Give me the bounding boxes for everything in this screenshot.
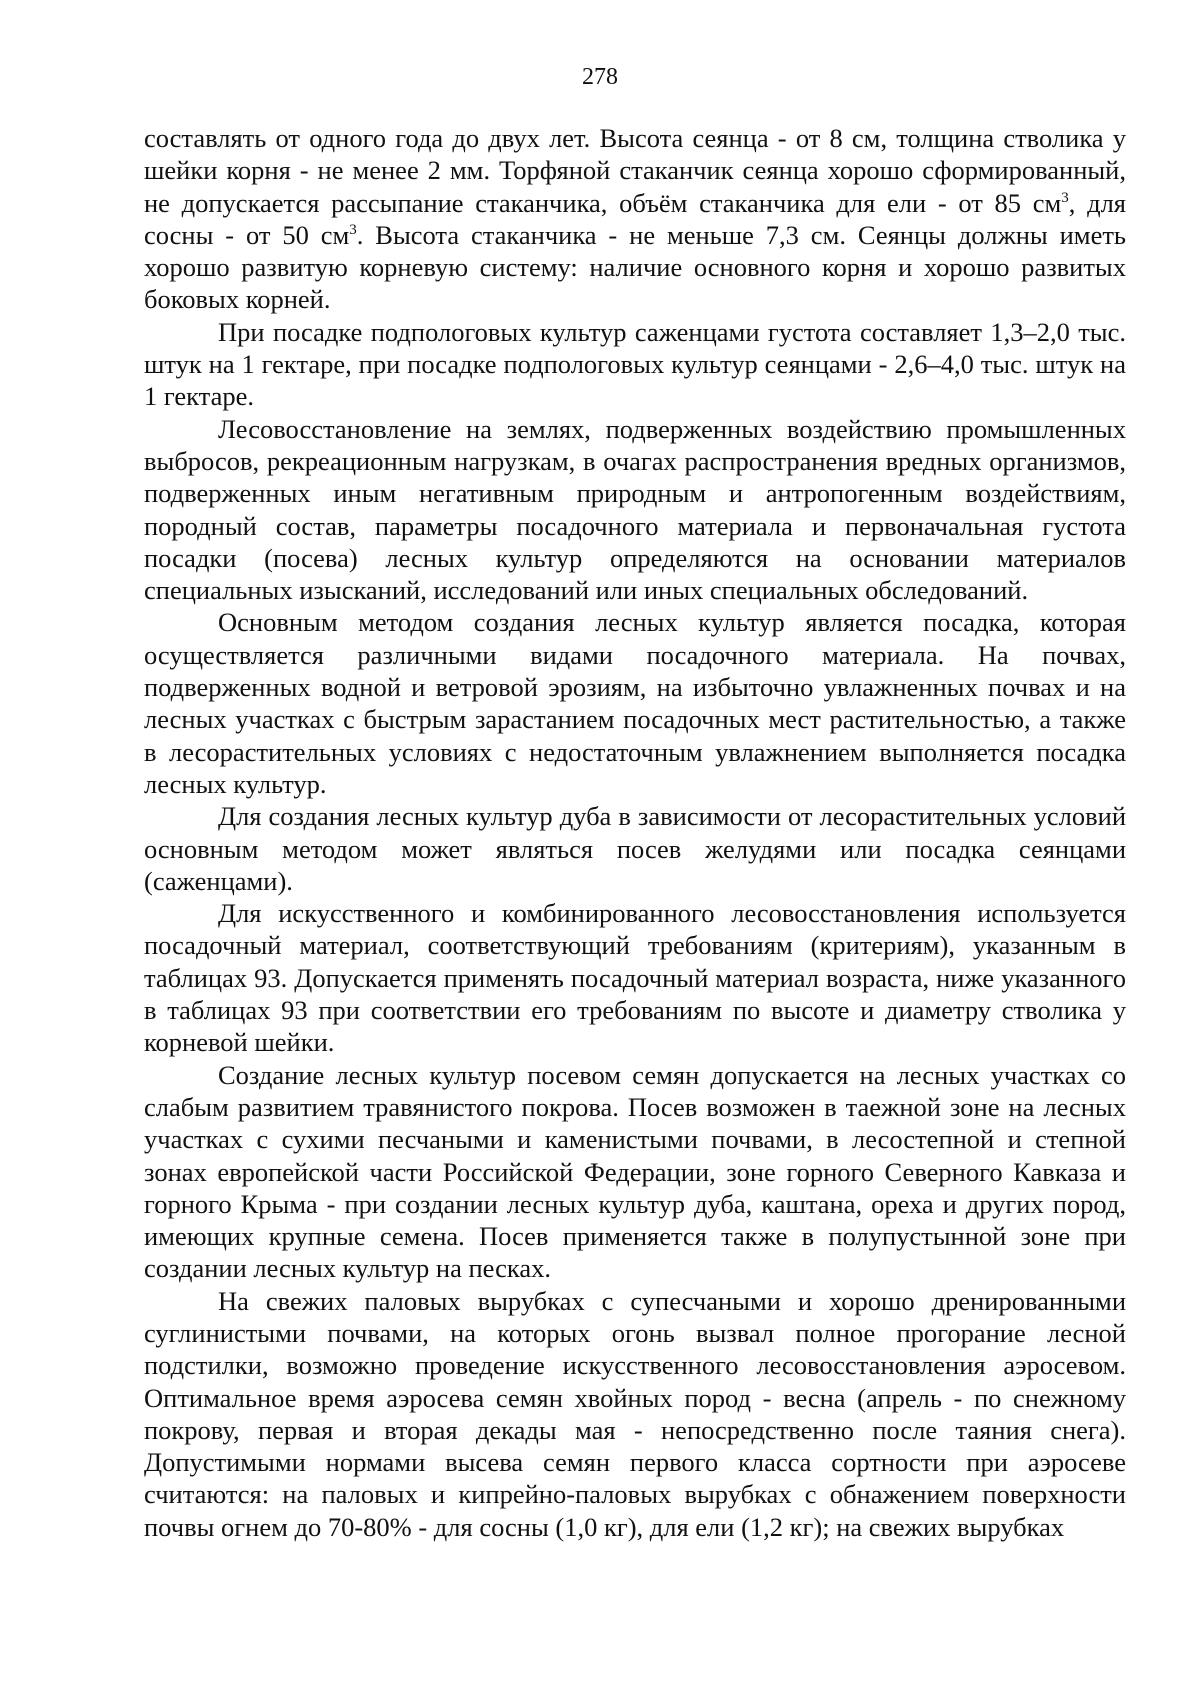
text-run: . Высота стаканчика - не меньше 7,3 см. Сеянцы должны иметь хорошо развитую корневую систему: наличие основного корня и хорошо развитых боковых корней. bbox=[144, 219, 1126, 315]
text-run: , для сосны - от 50 см bbox=[144, 187, 1126, 250]
paragraph bbox=[144, 316, 1126, 413]
paragraph bbox=[144, 897, 1126, 1058]
text-run: Основным методом создания лесных культур является посадка, которая осуществляется различными видами посадочного материала. На почвах, подверженных водной и ветровой эрозиям, на избыточно увлажненных почвах и на лесных участках с быстрым зарастанием посадочных мест растительностью, а также в лесорастительных условиях с недостаточным увлажнением выполняется посадка лесных культур. bbox=[144, 607, 1126, 799]
text-run: Лесовосстановление на землях, подверженных воздействию промышленных выбросов, рекреационным нагрузкам, в очагах распространения вредных организмов, подверженных иным негативным природным и антропогенным воздействиям, породный состав, параметры посадочного материала и первоначальная густота посадки (посева) лесных культур определяются на основании материалов специальных изысканий, исследований или иных специальных обследований. bbox=[144, 413, 1126, 606]
paragraph bbox=[144, 800, 1126, 897]
superscript: 3 bbox=[349, 222, 357, 239]
text-run: Создание лесных культур посевом семян допускается на лесных участках со слабым развитием травянистого покрова. Посев возможен в таежной зоне на лесных участках с сухими песчаными и каменистыми почвами, в лесостепной и степной зонах европейской части Российской Федерации, зоне горного Северного Кавказа и горного Крыма - при создании лесных культур дуба, каштана, ореха и других пород, имеющих крупные семена. Посев применяется также в полупустынной зоне при создании лесных культур на песках. bbox=[144, 1059, 1126, 1284]
text-run: Для искусственного и комбинированного лесовосстановления используется посадочный материал, соответствующий требованиям (критериям), указанным в таблицах 93. Допускается применять посадочный материал возраста, ниже указанного в таблицах 93 при соответствии его требованиям по высоте и диаметру стволика у корневой шейки. bbox=[144, 898, 1126, 1058]
text-run: При посадке подпологовых культур саженцами густота составляет 1,3–2,0 тыс. штук на 1 гектаре, при посадке подпологовых культур сеянцами - 2,6–4,0 тыс. штук на 1 гектаре. bbox=[144, 316, 1126, 412]
paragraph bbox=[144, 1059, 1126, 1285]
paragraph bbox=[144, 413, 1126, 607]
superscript: 3 bbox=[1061, 189, 1069, 206]
text-run: На свежих паловых вырубках с супесчаными и хорошо дренированными суглинистыми почвами, на которых огонь вызвал полное прогорание лесной подстилки, возможно проведение искусственного лесовосстановления аэросевом. Оптимальное время аэросева семян хвойных пород - весна (апрель - по снежному покрову, первая и вторая декады мая - непосредственно после таяния снега). Допустимыми нормами высева семян первого класса сортности при аэросеве считаются: на паловых и кипрейно-паловых вырубках с обнажением поверхности почвы огнем до 70-80% - для сосны (1,0 кг), для ели (1,2 кг); на свежих вырубках bbox=[144, 1285, 1126, 1542]
paragraph bbox=[144, 606, 1126, 800]
page-number: 278 bbox=[582, 64, 618, 90]
text-run: составлять от одного года до двух лет. Высота сеянца - от 8 см, толщина стволика у шейки корня - не менее 2 мм. Торфяной стаканчик сеянца хорошо сформированный, не допускается рассыпание стаканчика, объём стаканчика для ели - от 85 см bbox=[144, 123, 1126, 218]
text-run: Для создания лесных культур дуба в зависимости от лесорастительных условий основным методом может являться посев желудями или посадка сеянцами (саженцами). bbox=[144, 801, 1126, 896]
paragraph bbox=[144, 1285, 1126, 1543]
paragraph bbox=[144, 122, 1126, 316]
document-body bbox=[144, 122, 1126, 1543]
